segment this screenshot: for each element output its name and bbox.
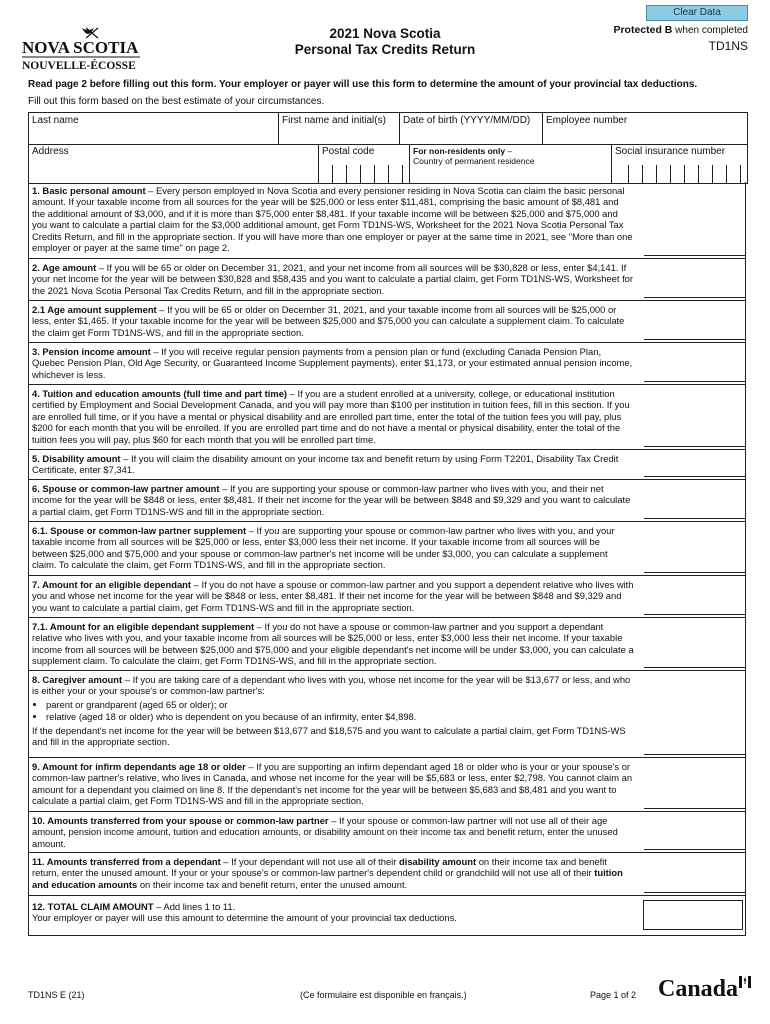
line-12-total-claim: 12. TOTAL CLAIM AMOUNT – Add lines 1 to 11. Your employer or payer will use this amount to determine the amount of your provincial tax deductions. bbox=[28, 896, 746, 936]
footer-french-note: (Ce formulaire est disponible en français.) bbox=[300, 990, 467, 1000]
sin-combs bbox=[615, 165, 754, 183]
line-6-spouse-amount: 6. Spouse or common-law partner amount – If you are supporting your spouse or common-law partner who lives with you, and their net income for the year will be $848 or less, enter $8,481. If their net income for the year will be between $848 and $9,329 and you want to calculate a partial claim, get Form TD1NS-WS and fill in the appropriate section. bbox=[28, 480, 746, 522]
line-7-eligible-dependant: 7. Amount for an eligible dependant – If you do not have a spouse or common-law partner and you support a dependent relative who lives with you and whose net income for the year will be $848 or less, enter $8,481. If their net income for the year will be between $848 and $9,329 and you want to calculate a partial claim, get Form TD1NS-WS and fill in the appropriate section. bbox=[28, 576, 746, 618]
line-6-amount-input[interactable] bbox=[644, 518, 745, 519]
line-8-amount-input[interactable] bbox=[644, 754, 745, 755]
line-6-1-amount-input[interactable] bbox=[644, 572, 745, 573]
line-4-tuition: 4. Tuition and education amounts (full time and part time) – If you are a student enrolled at a university, college, or educational institution certified by Employment and Social Development Canada, and you will pay more than $100 per institution in tuition fees, fill in this section. If you are enrolled full time, or if you have a mental or physical disability and are enrolled part time, enter the total of the tuition fees you will pay, plus $200 for each month that you will be enrolled. If you are enrolled part time and do not have a mental or physical disability, enter the total of the tuition fees you will pay, plus $60 for each month that you will be enrolled part time. bbox=[28, 385, 746, 450]
logo-subtext: NOUVELLE-ÉCOSSE bbox=[22, 60, 136, 72]
line-6-1-spouse-supplement: 6.1. Spouse or common-law partner supplement – If you are supporting your spouse or common-law partner who lives with you, and your taxable income from all sources will be $25,000 or less, enter $3,000 less their net income. If your taxable income from all sources will be between $25,000 and $75,000 and your spouse or common-law partner's net income will be under $3,000, you can calculate a supplement claim. To calculate the claim, get Form TD1NS-WS, and fill in the appropriate section. bbox=[28, 522, 746, 576]
form-title bbox=[250, 26, 520, 58]
form-code: TD1NS bbox=[708, 39, 748, 53]
total-claim-amount-input[interactable] bbox=[643, 900, 743, 930]
line-11-transferred-dependant: 11. Amounts transferred from a dependant – If your dependant will not use all of their disability amount on their income tax and benefit return, enter the unused amount. If your or your spouse's or common-law partner's dependent child or grandchild will not use all of their tuition and education amounts on their income tax and benefit return, enter the unused amount. bbox=[28, 853, 746, 896]
line-2-1-age-supplement: 2.1 Age amount supplement – If you will be 65 or older on December 31, 2021, and your taxable income from all sources will be $25,000 or less, enter $1,465. If your taxable income for the year will be between $25,000 and $75,000 you can calculate a supplement claim. To calculate the claim get Form TD1NS-WS, and fill in the appropriate section. bbox=[28, 301, 746, 343]
line-3-pension-income: 3. Pension income amount – If you will receive regular pension payments from a pension plan or fund (excluding Canada Pension Plan, Quebec Pension Plan, Old Age Security, or Guaranteed Income Supplement payments), enter $1,173, or your estimated annual pension income, whichever is less. bbox=[28, 343, 746, 385]
line-5-disability: 5. Disability amount – If you will claim the disability amount on your income tax and benefit return by using Form T2201, Disability Tax Credit Certificate, enter $7,341. bbox=[28, 450, 746, 480]
intro-note: Fill out this form based on the best estimate of your circumstances. bbox=[28, 96, 325, 107]
line-8-caregiver: 8. Caregiver amount – If you are taking care of a dependant who lives with you, whose net income for the year will be $13,677 or less, and who is either your or your spouse's or common-law partner's: • parent or grandparent (aged 65 or older); or • relative (aged 18 or older) who is dependent on you because of an infirmity, enter $4,898. If the dependant's net income for the year will be between $13,677 and $18,575 and you want to calculate a partial claim, get Form TD1NS-WS and fill in the appropriate section. bbox=[28, 671, 746, 758]
line-9-infirm-dependants: 9. Amount for infirm dependants age 18 or older – If you are supporting an infirm dependant aged 18 or older who is your or your spouse's or common-law partner's relative, who lives in Canada, and whose net income for the year will be $5,683 or less, enter $2,798. You cannot claim an amount for a dependant you claimed on line 8. If the dependant's net income for the year will be between $5,683 and $8,481 and you want to calculate a partial claim, get Form TD1NS-WS and fill in the appropriate section. bbox=[28, 758, 746, 812]
line-9-amount-input[interactable] bbox=[644, 808, 745, 809]
list-item: • relative (aged 18 or older) who is dependent on you because of an infirmity, enter $4,898. bbox=[46, 711, 634, 722]
line-2-1-amount-input[interactable] bbox=[644, 339, 745, 340]
line-3-amount-input[interactable] bbox=[644, 381, 745, 382]
address-field[interactable]: Address bbox=[29, 144, 319, 183]
line-7-1-amount-input[interactable] bbox=[644, 667, 745, 668]
identification-table bbox=[28, 112, 748, 184]
intro-instruction: Read page 2 before filling out this form. Your employer or payer will use this form to determine the amount of your provincial tax deductions. bbox=[28, 79, 698, 90]
caregiver-conditions-list bbox=[32, 699, 634, 723]
line-10-transferred-spouse: 10. Amounts transferred from your spouse or common-law partner – If your spouse or common-law partner will not use all of their age amount, pension income amount, tuition and education amounts, or disability amount on their income tax and benefit return, enter the unused amount. bbox=[28, 812, 746, 853]
footer-page-number: Page 1 of 2 bbox=[590, 990, 637, 1000]
line-2-amount-input[interactable] bbox=[644, 297, 745, 298]
last-name-field[interactable]: Last name bbox=[29, 113, 279, 144]
title-line1: 2021 Nova Scotia bbox=[329, 26, 441, 41]
postal-code-field[interactable]: Postal code bbox=[319, 144, 410, 183]
line-5-amount-input[interactable] bbox=[644, 476, 745, 477]
logo-text: NOVA SCOTIA bbox=[22, 38, 139, 57]
list-item: • parent or grandparent (aged 65 or older); or bbox=[46, 699, 634, 710]
canada-wordmark: Canada bbox=[658, 976, 751, 1003]
line-1-basic-personal: 1. Basic personal amount – Every person employed in Nova Scotia and every pensioner residing in Nova Scotia can claim the basic personal amount. If your taxable income from all sources for the year will be $25,000 or less enter $11,481, comprising the basic amount of $8,481 and the additional amount of $3,000, and if it is more than $75,000 enter $8,481. If your taxable income will be between $25,000 and $75,000 and you want to calculate a partial claim for the $3,000 additional amount, get Form TD1NS-WS, Worksheet for the 2021 Nova Scotia Personal Tax Credits Return, and fill in the appropriate section. If you will have more than one employer or payer at the same time in 2021, see "More than one employer or payer at the same time" on page 2. bbox=[28, 182, 746, 259]
line-7-1-dependant-supplement: 7.1. Amount for an eligible dependant supplement – If you do not have a spouse or common-law partner and you support a dependant relative who lives with you, and your taxable income from all sources will be $25,000 or less, enter $3,000 less their net income. If your taxable income from all sources will be between $25,000 and $75,000 and your eligible dependant's net income will be under $3,000, you can calculate a supplement claim. To calculate the claim, get Form TD1NS-WS, and fill in the appropriate section. bbox=[28, 618, 746, 671]
nova-scotia-logo-mark bbox=[22, 26, 147, 72]
line-2-age-amount: 2. Age amount – If you will be 65 or older on December 31, 2021, and your net income from all sources will be $30,828 or less, enter $4,141. If your net income for the year will be between $30,828 and $58,435 and you want to calculate a partial claim, get Form TD1NS-WS, Worksheet for the 2021 Nova Scotia Personal Tax Credits Return, and fill in the appropriate section. bbox=[28, 259, 746, 301]
line-10-amount-input[interactable] bbox=[644, 849, 745, 850]
first-name-field[interactable]: First name and initial(s) bbox=[279, 113, 400, 144]
clear-data-button[interactable]: Clear Data bbox=[646, 5, 748, 21]
social-insurance-number-field[interactable]: Social insurance number bbox=[612, 144, 747, 183]
date-of-birth-field[interactable]: Date of birth (YYYY/MM/DD) bbox=[400, 113, 543, 144]
protected-status: Protected B when completed bbox=[613, 24, 748, 36]
non-resident-country-field[interactable]: For non-residents only – Country of permanent residence bbox=[410, 144, 612, 183]
line-1-amount-input[interactable] bbox=[644, 255, 745, 256]
nova-scotia-logo bbox=[22, 26, 147, 72]
line-11-amount-input[interactable] bbox=[644, 892, 745, 893]
flag-icon bbox=[739, 976, 751, 988]
line-7-amount-input[interactable] bbox=[644, 614, 745, 615]
line-4-amount-input[interactable] bbox=[644, 446, 745, 447]
title-line2: Personal Tax Credits Return bbox=[294, 42, 476, 57]
footer-form-code: TD1NS E (21) bbox=[28, 990, 85, 1000]
claim-lines bbox=[28, 182, 746, 936]
employee-number-field[interactable]: Employee number bbox=[546, 115, 628, 126]
postal-code-combs bbox=[319, 165, 416, 183]
